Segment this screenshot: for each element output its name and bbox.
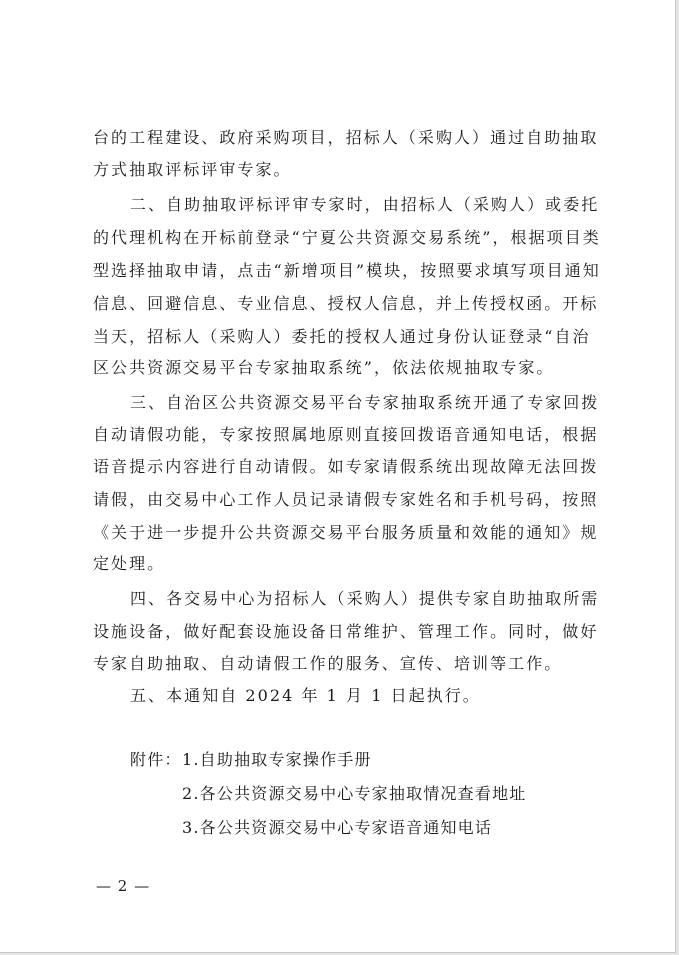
paragraph-3-line-5: 《关于进一步提升公共资源交易平台服务质量和效能的通知》规 [93,523,599,542]
paragraph-1-line-1: 台的工程建设、政府采购项目，招标人（采购人）通过自助抽取 [93,128,599,147]
attachment-item-3: 3.各公共资源交易中心专家语音通知电话 [182,818,493,837]
paragraph-2-line-4: 信息、回避信息、专业信息、授权人信息，并上传授权函。开标 [93,294,599,313]
paragraph-4-line-2: 设施设备，做好配套设施设备日常维护、管理工作。同时，做好 [93,622,599,641]
attachments-label: 附件： [130,750,182,769]
paragraph-2-line-1: 二、自助抽取评标评审专家时，由招标人（采购人）或委托 [130,195,600,214]
paragraph-2-line-6: 区公共资源交易平台专家抽取系统”，依法依规抽取专家。 [93,358,555,377]
page-number: — 2 — [96,877,151,895]
paragraph-5-line-1: 五、本通知自 2024 年 1 月 1 日起执行。 [130,686,481,705]
paragraph-3-line-2: 自动请假功能，专家按照属地原则直接回拨语音通知电话，根据 [93,425,599,444]
paragraph-3-line-6: 定处理。 [93,554,166,573]
paragraph-2-line-3: 型选择抽取申请，点击“新增项目”模块，按照要求填写项目通知 [93,261,601,280]
attachment-item-1: 1.自助抽取专家操作手册 [182,750,372,769]
paragraph-3-line-1: 三、自治区公共资源交易平台专家抽取系统开通了专家回拨 [130,393,600,412]
paragraph-3-line-4: 请假，由交易中心工作人员记录请假专家姓名和手机号码，按照 [93,490,599,509]
paragraph-4-line-3: 专家自助抽取、自动请假工作的服务、宣传、培训等工作。 [93,654,563,673]
paragraph-2-line-5: 当天，招标人（采购人）委托的授权人通过身份认证登录“自治 [93,327,591,346]
paragraph-2-line-2: 的代理机构在开标前登录“宁夏公共资源交易系统”，根据项目类 [93,228,601,247]
paragraph-4-line-1: 四、各交易中心为招标人（采购人）提供专家自助抽取所需 [130,589,600,608]
paragraph-3-line-3: 语音提示内容进行自动请假。如专家请假系统出现故障无法回拨 [93,457,599,476]
paragraph-1-line-2: 方式抽取评标评审专家。 [93,160,292,179]
attachment-item-2: 2.各公共资源交易中心专家抽取情况查看地址 [182,784,527,803]
